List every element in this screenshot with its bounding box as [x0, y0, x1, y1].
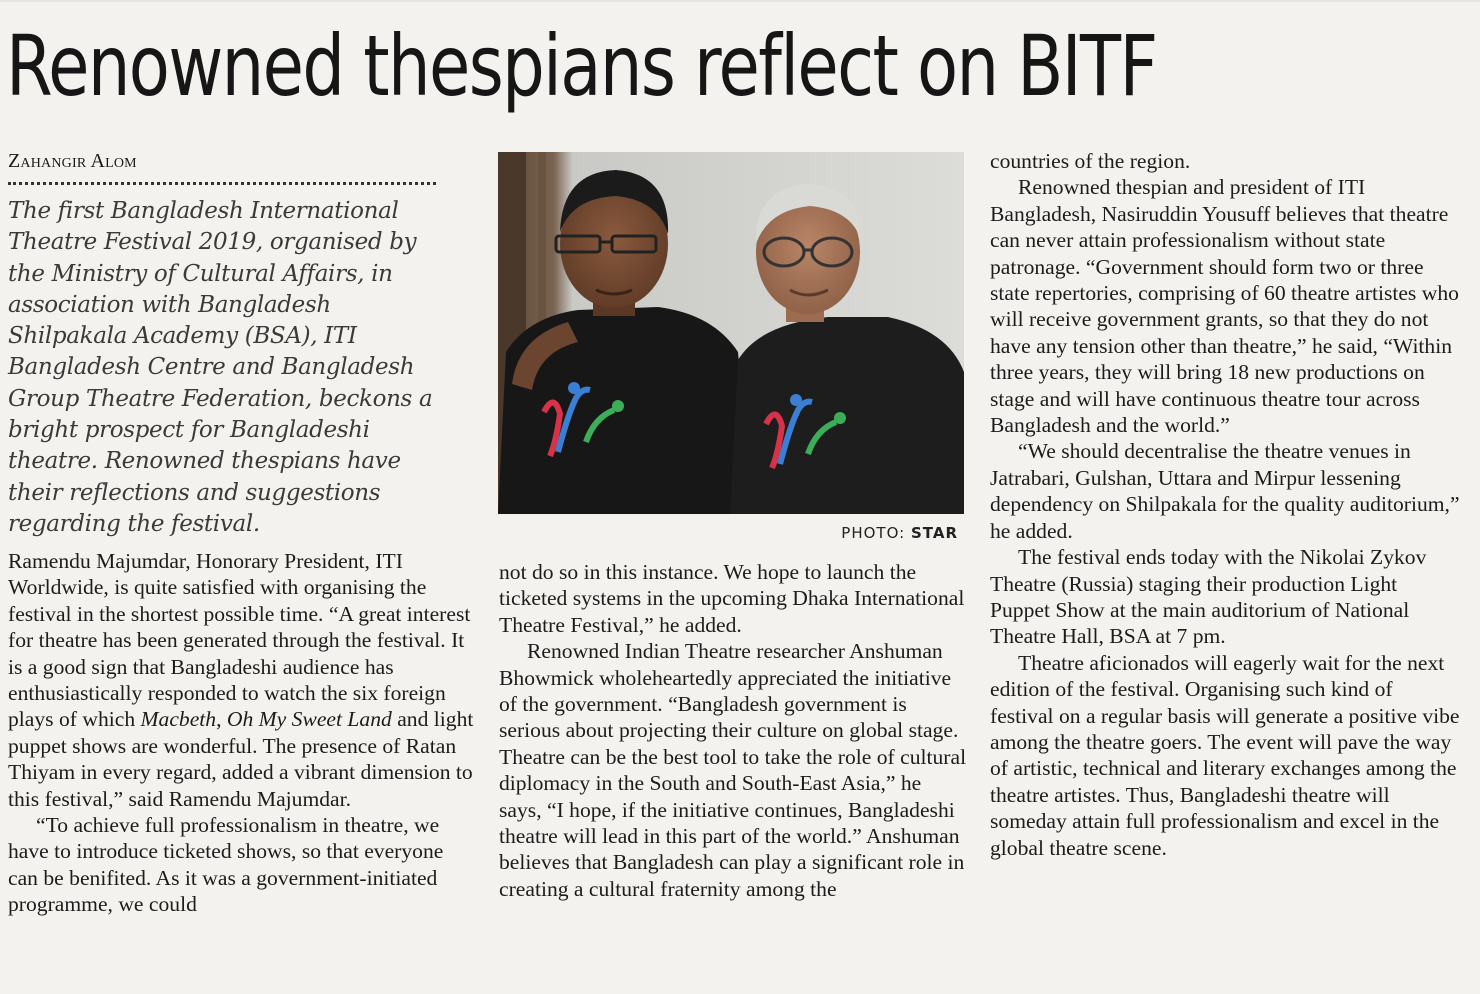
text-run: ,: [216, 707, 227, 732]
photo-illustration: [498, 152, 964, 514]
page-edge: [0, 0, 1480, 2]
paragraph: “We should decentralise the theatre venues in Jatrabari, Gulshan, Uttara and Mirpur lessening dependency on Shilpakala for the quality auditorium,” he added.: [990, 439, 1460, 543]
photo-credit-source: STAR: [910, 524, 958, 542]
paragraph: countries of the region.: [990, 149, 1191, 173]
play-title: Oh My Sweet Land: [226, 707, 392, 732]
article-photo: [498, 152, 964, 514]
column-2: [499, 559, 969, 902]
paragraph: “To achieve full professionalism in theatre, we have to introduce ticketed shows, so that everyone can be benifited. As it was a government-initiated programme, we could: [8, 813, 444, 917]
paragraph: Renowned Indian Theatre researcher Anshuman Bhowmick wholeheartedly appreciated the initiative of the government. “Bangladesh government is serious about projecting their culture on global stage. Theatre can be the best tool to take the role of cultural diplomacy in the South and South-East Asia,” he says, “I hope, if the initiative continues, Bangladeshi theatre will lead in this part of the world.” Anshuman believes that Bangladesh can play a significant role in creating a cultural fraternity among the: [499, 639, 967, 901]
paragraph: Theatre aficionados will eagerly wait for the next edition of the festival. Organising such kind of festival on a regular basis will generate a positive vibe among the theatre goers. The event will pave the way of artistic, technical and literary exchanges among the theatre artistes. Thus, Bangladeshi theatre will someday attain full professionalism and excel in the global theatre scene.: [990, 650, 1460, 860]
play-title: Macbeth: [140, 707, 217, 732]
column-3: [990, 148, 1460, 861]
standfirst: The first Bangladesh International Theatre Festival 2019, organised by the Ministry of Cultural Affairs, in association with Bangladesh Shilpakala Academy (BSA), ITI Bangladesh Centre and Bangladesh Group Theatre Federation, beckons a bright prospect for Bangladeshi theatre. Renowned thespians have their reflections and suggestions regarding the festival.: [8, 198, 433, 537]
headline: Renowned thespians reflect on BITF: [6, 17, 1157, 115]
byline: Zahangir Alom: [8, 150, 137, 172]
byline-divider: [8, 182, 436, 185]
photo-credit-label: PHOTO:: [841, 524, 906, 542]
text-run: Ramendu Majumdar, Honorary President, ITI Worldwide, is quite satisfied with organising the festival in the shortest possible time. “A great interest for theatre has been generated through the festival. It is a good sign that Bangladeshi audience has enthusiastically responded to watch the six foreign plays of which: [8, 549, 471, 732]
paragraph: [8, 548, 478, 812]
text-run: and light puppet shows are wonderful. The presence of Ratan Thiyam in every regard, added a vibrant dimension to this festival,” said Ramendu Majumdar.: [8, 707, 474, 811]
paragraph: not do so in this instance. We hope to launch the ticketed systems in the upcoming Dhaka International Theatre Festival,” he added.: [499, 560, 965, 637]
paragraph: Renowned thespian and president of ITI Bangladesh, Nasiruddin Yousuff believes that theatre can never attain professionalism without state patronage. “Government should form two or three state repertories, comprising of 60 theatre artistes who will receive government grants, so that they do not have any tension other than theatre,” he said, “Within three years, they will bring 18 new productions on stage and will have continuous theatre tour across Bangladesh and the world.”: [990, 175, 1459, 438]
photo-credit: [760, 524, 958, 542]
paragraph: The festival ends today with the Nikolai Zykov Theatre (Russia) staging their production Light Puppet Show at the main auditorium of National Theatre Hall, BSA at 7 pm.: [990, 545, 1427, 649]
column-1: [8, 548, 478, 918]
